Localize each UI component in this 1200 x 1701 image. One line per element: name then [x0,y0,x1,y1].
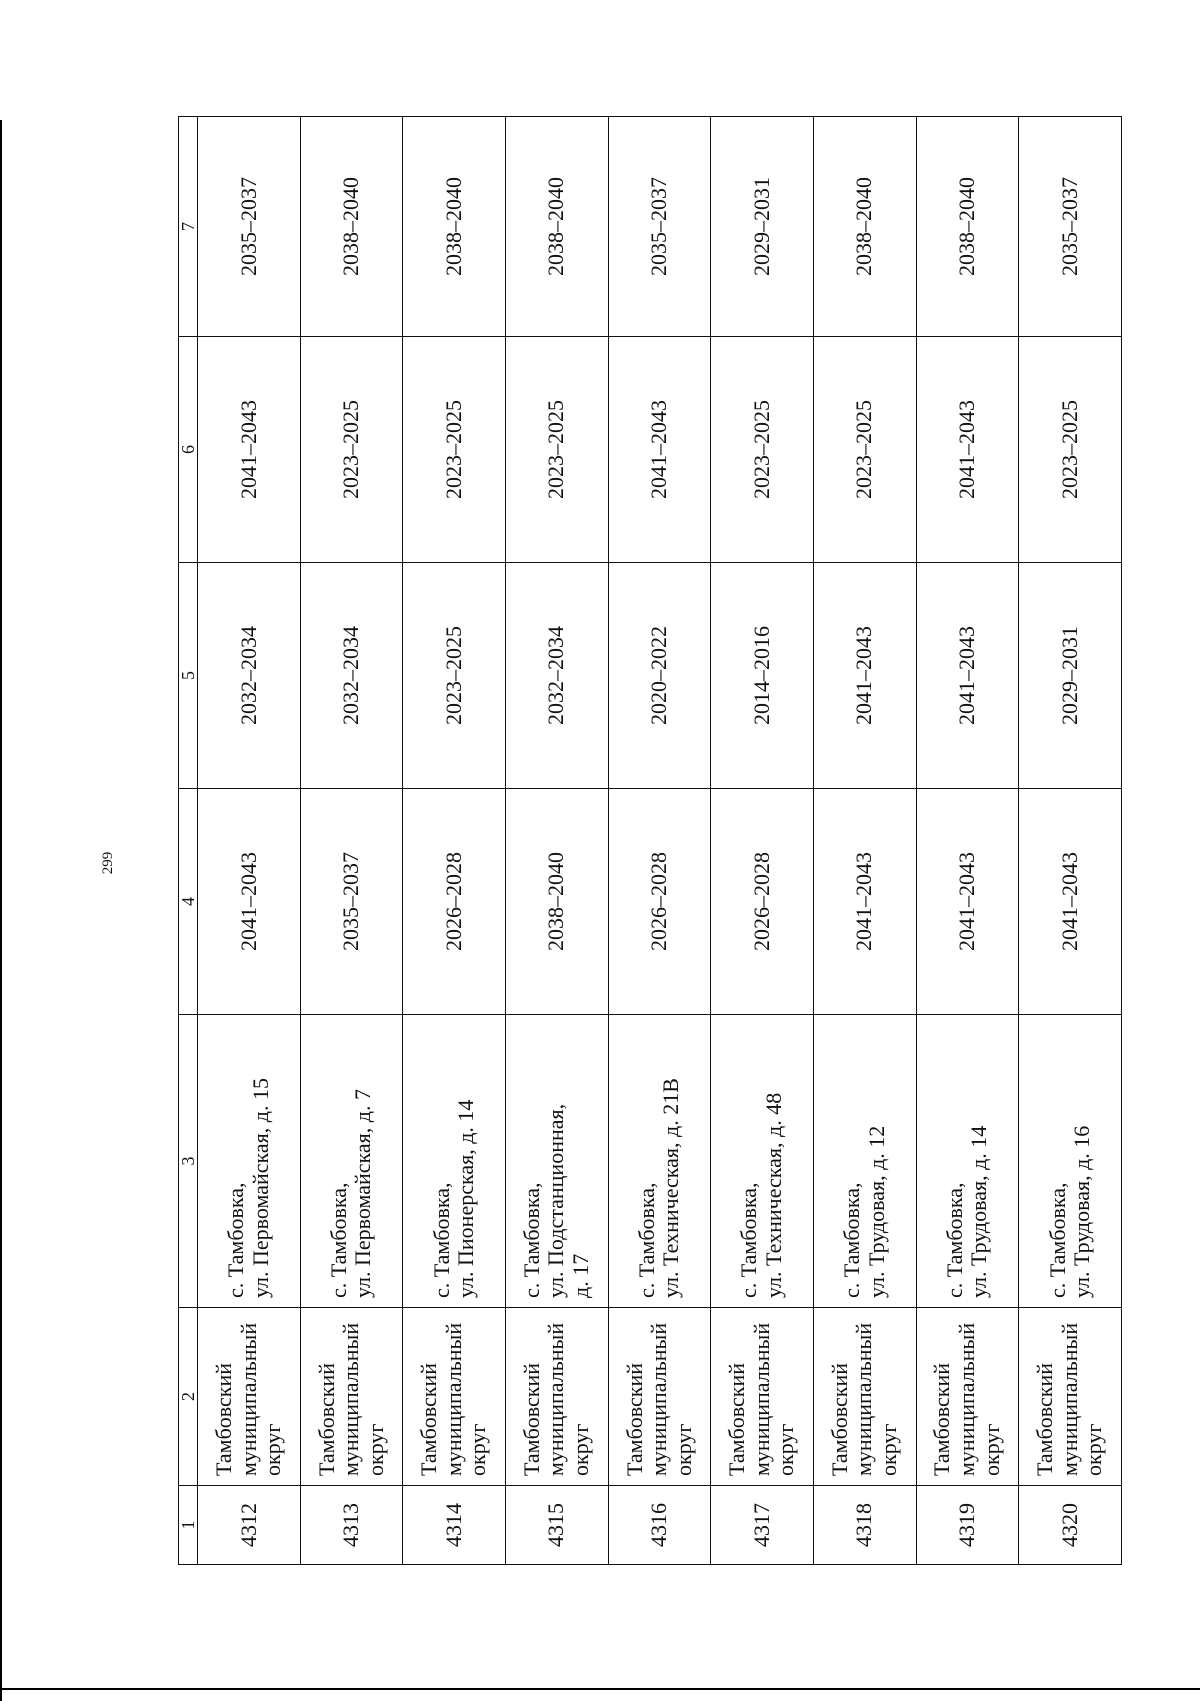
period-col-4: 2035–2037 [300,789,403,1015]
period-col-7: 2035–2037 [608,117,711,337]
period-col-4: 2026–2028 [403,789,506,1015]
address-line: ул. Техническая, д. 48 [761,1092,787,1298]
district-cell: Тамбовский муниципальный округ [711,1308,814,1486]
period-col-7: 2038–2040 [813,117,916,337]
address-line: д. 17 [568,1253,594,1298]
table-row [403,117,506,1565]
row-number: 4318 [813,1486,916,1565]
address-line: с. Тамбовка, [736,1182,762,1298]
period-col-4: 2041–2043 [916,789,1019,1015]
table-row [198,117,301,1565]
period-col-6: 2023–2025 [711,337,814,563]
district-cell: Тамбовский муниципальный округ [198,1308,301,1486]
period-col-5: 2032–2034 [300,563,403,789]
district-cell: Тамбовский муниципальный округ [916,1308,1019,1486]
period-col-7: 2035–2037 [198,117,301,337]
table-body [198,117,1122,1565]
period-col-7: 2038–2040 [300,117,403,337]
header-col-5: 5 [179,563,198,789]
period-col-5: 2032–2034 [505,563,608,789]
district-cell: Тамбовский муниципальный округ [505,1308,608,1486]
period-col-4: 2026–2028 [711,789,814,1015]
address-line: с. Тамбовка, [518,1182,544,1298]
address-cell [198,1015,301,1308]
address-cell [813,1015,916,1308]
period-col-5: 2041–2043 [916,563,1019,789]
period-col-4: 2041–2043 [198,789,301,1015]
period-col-5: 2014–2016 [711,563,814,789]
header-col-1: 1 [179,1486,198,1565]
address-cell [711,1015,814,1308]
header-row [179,117,198,1565]
scan-bottom-line [0,1688,1200,1690]
period-col-4: 2041–2043 [813,789,916,1015]
address-cell [1019,1015,1122,1308]
period-col-7: 2035–2037 [1019,117,1122,337]
period-col-6: 2041–2043 [916,337,1019,563]
period-col-6: 2023–2025 [1019,337,1122,563]
table-container [178,117,1122,1565]
address-line: с. Тамбовка, [941,1182,967,1298]
address-cell [608,1015,711,1308]
address-line: с. Тамбовка, [325,1182,351,1298]
row-number: 4316 [608,1486,711,1565]
row-number: 4314 [403,1486,506,1565]
address-line: с. Тамбовка, [633,1182,659,1298]
district-cell: Тамбовский муниципальный округ [300,1308,403,1486]
address-line: ул. Первомайская, д. 15 [247,1078,273,1298]
table-row [608,117,711,1565]
period-col-4: 2038–2040 [505,789,608,1015]
district-cell: Тамбовский муниципальный округ [403,1308,506,1486]
district-cell: Тамбовский муниципальный округ [608,1308,711,1486]
header-col-7: 7 [179,117,198,337]
row-number: 4317 [711,1486,814,1565]
period-col-6: 2023–2025 [813,337,916,563]
schedule-table [178,116,1122,1565]
row-number: 4320 [1019,1486,1122,1565]
address-cell [505,1015,608,1308]
period-col-7: 2038–2040 [505,117,608,337]
row-number: 4312 [198,1486,301,1565]
table-row [300,117,403,1565]
address-line: ул. Техническая, д. 21В [658,1078,684,1298]
address-line: ул. Первомайская, д. 7 [350,1089,376,1298]
address-line: с. Тамбовка, [1044,1182,1070,1298]
row-number: 4319 [916,1486,1019,1565]
address-line: с. Тамбовка, [223,1182,249,1298]
period-col-4: 2041–2043 [1019,789,1122,1015]
rotated-table-frame [178,117,1122,1565]
address-line: ул. Трудовая, д. 16 [1069,1125,1095,1298]
period-col-6: 2023–2025 [403,337,506,563]
table-row [813,117,916,1565]
period-col-6: 2023–2025 [505,337,608,563]
period-col-5: 2029–2031 [1019,563,1122,789]
period-col-7: 2038–2040 [916,117,1019,337]
period-col-6: 2023–2025 [300,337,403,563]
address-line: с. Тамбовка, [839,1182,865,1298]
period-col-7: 2029–2031 [711,117,814,337]
period-col-5: 2041–2043 [813,563,916,789]
table-row [1019,117,1122,1565]
district-cell: Тамбовский муниципальный округ [813,1308,916,1486]
row-number: 4313 [300,1486,403,1565]
period-col-7: 2038–2040 [403,117,506,337]
period-col-5: 2020–2022 [608,563,711,789]
address-line: ул. Подстанционная, [543,1103,569,1298]
address-line: ул. Трудовая, д. 12 [863,1125,889,1298]
header-col-4: 4 [179,789,198,1015]
row-number: 4315 [505,1486,608,1565]
address-line: ул. Пионерская, д. 14 [453,1099,479,1298]
period-col-5: 2032–2034 [198,563,301,789]
header-col-3: 3 [179,1015,198,1308]
header-col-2: 2 [179,1308,198,1486]
district-cell: Тамбовский муниципальный округ [1019,1308,1122,1486]
page-number: 299 [100,851,116,875]
period-col-4: 2026–2028 [608,789,711,1015]
address-cell [300,1015,403,1308]
table-row [916,117,1019,1565]
table-row [505,117,608,1565]
header-col-6: 6 [179,337,198,563]
address-cell [403,1015,506,1308]
period-col-6: 2041–2043 [608,337,711,563]
address-line: с. Тамбовка, [428,1182,454,1298]
period-col-6: 2041–2043 [198,337,301,563]
period-col-5: 2023–2025 [403,563,506,789]
scan-edge-line [0,120,2,1701]
address-line: ул. Трудовая, д. 14 [966,1125,992,1298]
table-row [711,117,814,1565]
address-cell [916,1015,1019,1308]
